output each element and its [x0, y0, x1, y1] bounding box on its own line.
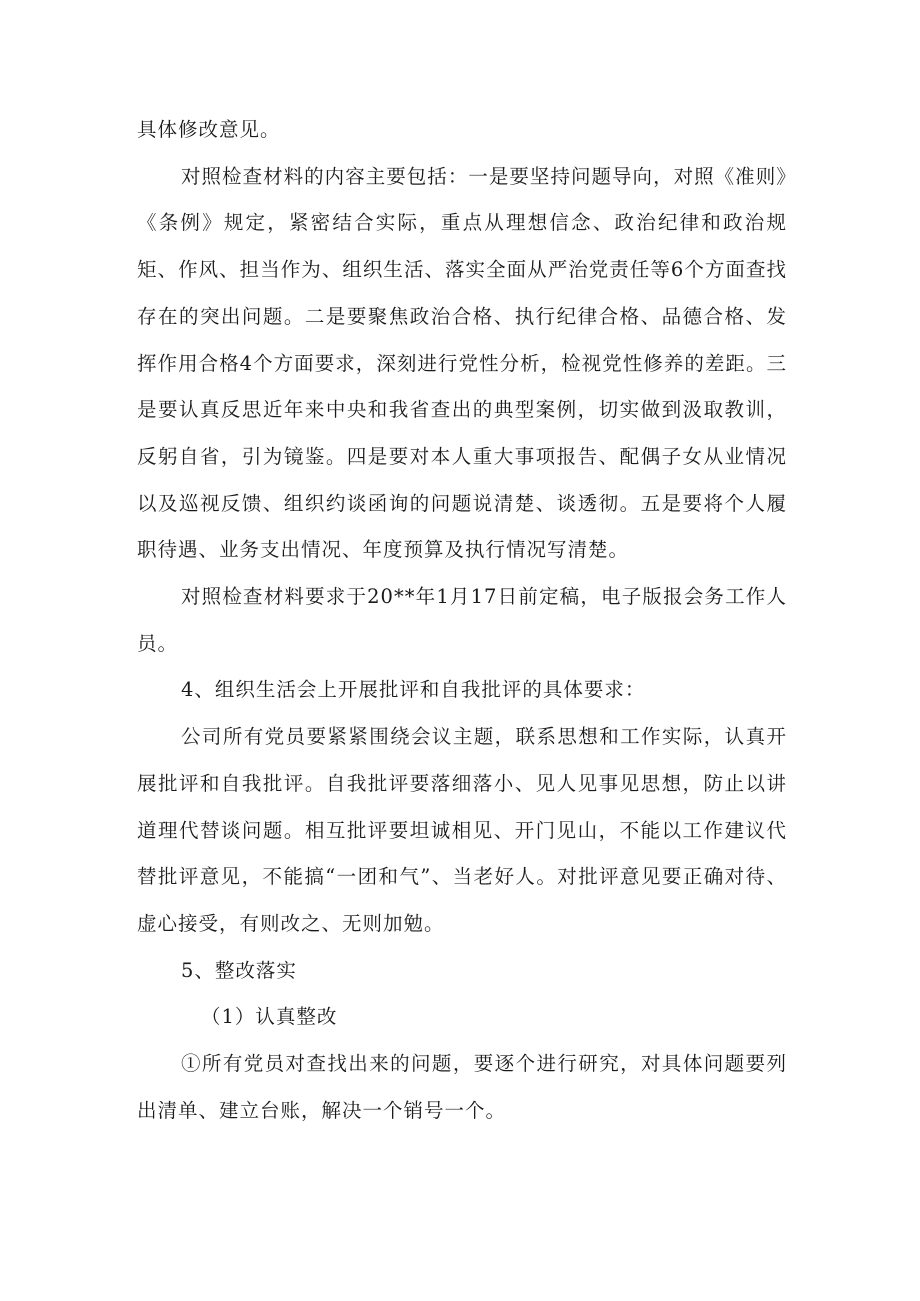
paragraph-criticism-requirements: 公司所有党员要紧紧围绕会议主题，联系思想和工作实际，认真开展批评和自我批评。自我批评要落细落小、见人见事见思想，防止以讲道理代替谈问题。相互批评要坦诚相见、开门见山，不能以工作建议代替批评意见，不能搞“一团和气”、当老好人。对批评意见要正确对待、虚心接受，有则改之、无则加勉。	[137, 725, 787, 935]
paragraph-check-material-content: 对照检查材料的内容主要包括：一是要坚持问题导向，对照《准则》《条例》规定，紧密结合实际，重点从理想信念、政治纪律和政治规矩、作风、担当作为、组织生活、落实全面从严治党责任等6个方面查找存在的突出问题。二是要聚焦政治合格、执行纪律合格、品德合格、发挥作用合格4个方面要求，深刻进行党性分析，检视党性修养的差距。三是要认真反思近年来中央和我省查出的典型案例，切实做到汲取教训，反躬自省，引为镜鉴。四是要对本人重大事项报告、配偶子女从业情况以及巡视反馈、组织约谈函询的问题说清楚、谈透彻。五是要将个人履职待遇、业务支出情况、年度预算及执行情况写清楚。	[137, 164, 787, 562]
document-body	[137, 107, 787, 1134]
paragraph-rectification-item-1: ①所有党员对查找出来的问题，要逐个进行研究，对具体问题要列出清单、建立台账，解决一个销号一个。	[137, 1052, 787, 1122]
paragraph-deadline: 对照检查材料要求于20**年1月17日前定稿，电子版报会务工作人员。	[137, 585, 787, 655]
subheading-serious-rectification: （1）认真整改	[201, 1005, 338, 1029]
heading-criticism-requirements: 4、组织生活会上开展批评和自我批评的具体要求：	[181, 678, 646, 702]
heading-rectification: 5、整改落实	[181, 958, 297, 982]
paragraph-continuation: 具体修改意见。	[137, 118, 281, 141]
